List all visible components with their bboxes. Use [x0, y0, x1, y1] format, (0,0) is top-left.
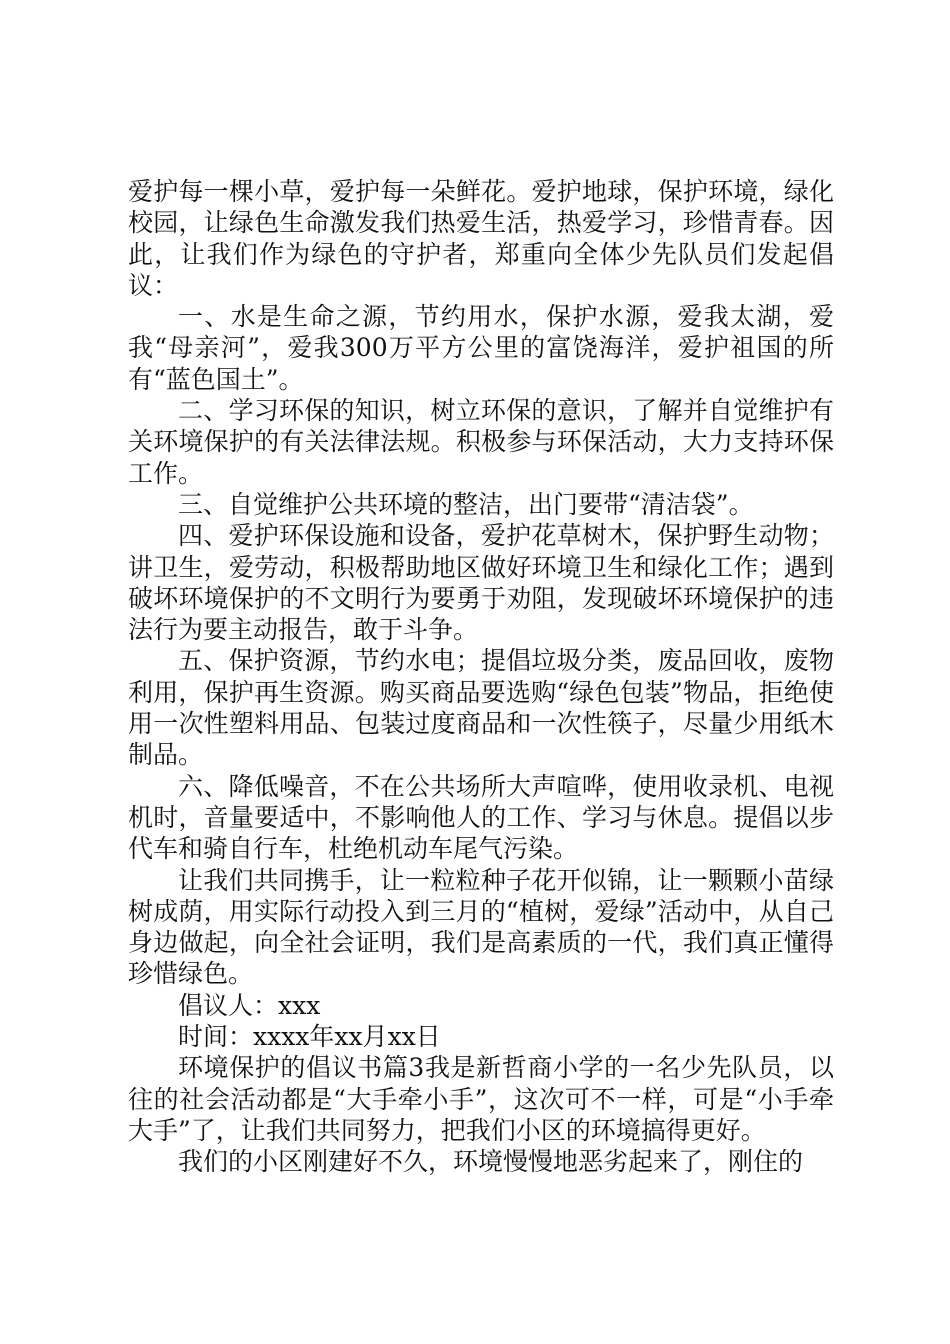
- paragraph-article-3-intro: 环境保护的倡议书篇3我是新哲商小学的一名少先队员，以往的社会活动都是“大手牵小手”，这次可不一样，可是“小手牵大手”了，让我们共同努力，把我们小区的环境搞得更好。: [128, 1053, 834, 1145]
- paragraph-item-1: 一、水是生命之源，节约用水，保护水源，爱我太湖，爱我“母亲河”，爱我300万平方公里的富饶海洋，爱护祖国的所有“蓝色国土”。: [128, 302, 834, 394]
- signature-date: 时间：xxxx年xx月xx日: [178, 1022, 441, 1052]
- paragraph-item-2: 二、学习环保的知识，树立环保的意识，了解并自觉维护有关环境保护的有关法律法规。积极参与环保活动，大力支持环保工作。: [128, 396, 834, 488]
- paragraph-item-3: 三、自觉维护公共环境的整洁，出门要带“清洁袋”。: [178, 489, 754, 519]
- paragraph-closing: 让我们共同携手，让一粒粒种子花开似锦，让一颗颗小苗绿树成荫，用实际行动投入到三月的“植树，爱绿”活动中，从自己身边做起，向全社会证明，我们是高素质的一代，我们真正懂得珍惜绿色。: [128, 865, 834, 989]
- paragraph-item-4: 四、爱护环保设施和设备，爱护花草树木，保护野生动物；讲卫生，爱劳动，积极帮助地区做好环境卫生和绿化工作；遇到破坏环境保护的不文明行为要勇于劝阻，发现破坏环境保护的违法行为要主动报告，敢于斗争。: [128, 521, 834, 645]
- paragraph-article-3-body: 我们的小区刚建好不久，环境慢慢地恶劣起来了，刚住的: [178, 1147, 804, 1177]
- paragraph-item-6: 六、降低噪音，不在公共场所大声喧哗，使用收录机、电视机时，音量要适中，不影响他人的工作、学习与休息。提倡以步代车和骑自行车，杜绝机动车尾气污染。: [128, 771, 834, 864]
- paragraph-item-5: 五、保护资源，节约水电；提倡垃圾分类，废品回收，废物利用，保护再生资源。购买商品要选购“绿色包装”物品，拒绝使用一次性塑料用品、包装过度商品和一次性筷子，尽量少用纸木制品。: [128, 646, 834, 770]
- paragraph-intro: 爱护每一棵小草，爱护每一朵鲜花。爱护地球，保护环境，绿化校园，让绿色生命激发我们热爱生活，热爱学习，珍惜青春。因此，让我们作为绿色的守护者，郑重向全体少先队员们发起倡议：: [128, 177, 834, 300]
- signature-initiator: 倡议人：xxx: [178, 990, 321, 1020]
- document-body: [128, 176, 834, 1178]
